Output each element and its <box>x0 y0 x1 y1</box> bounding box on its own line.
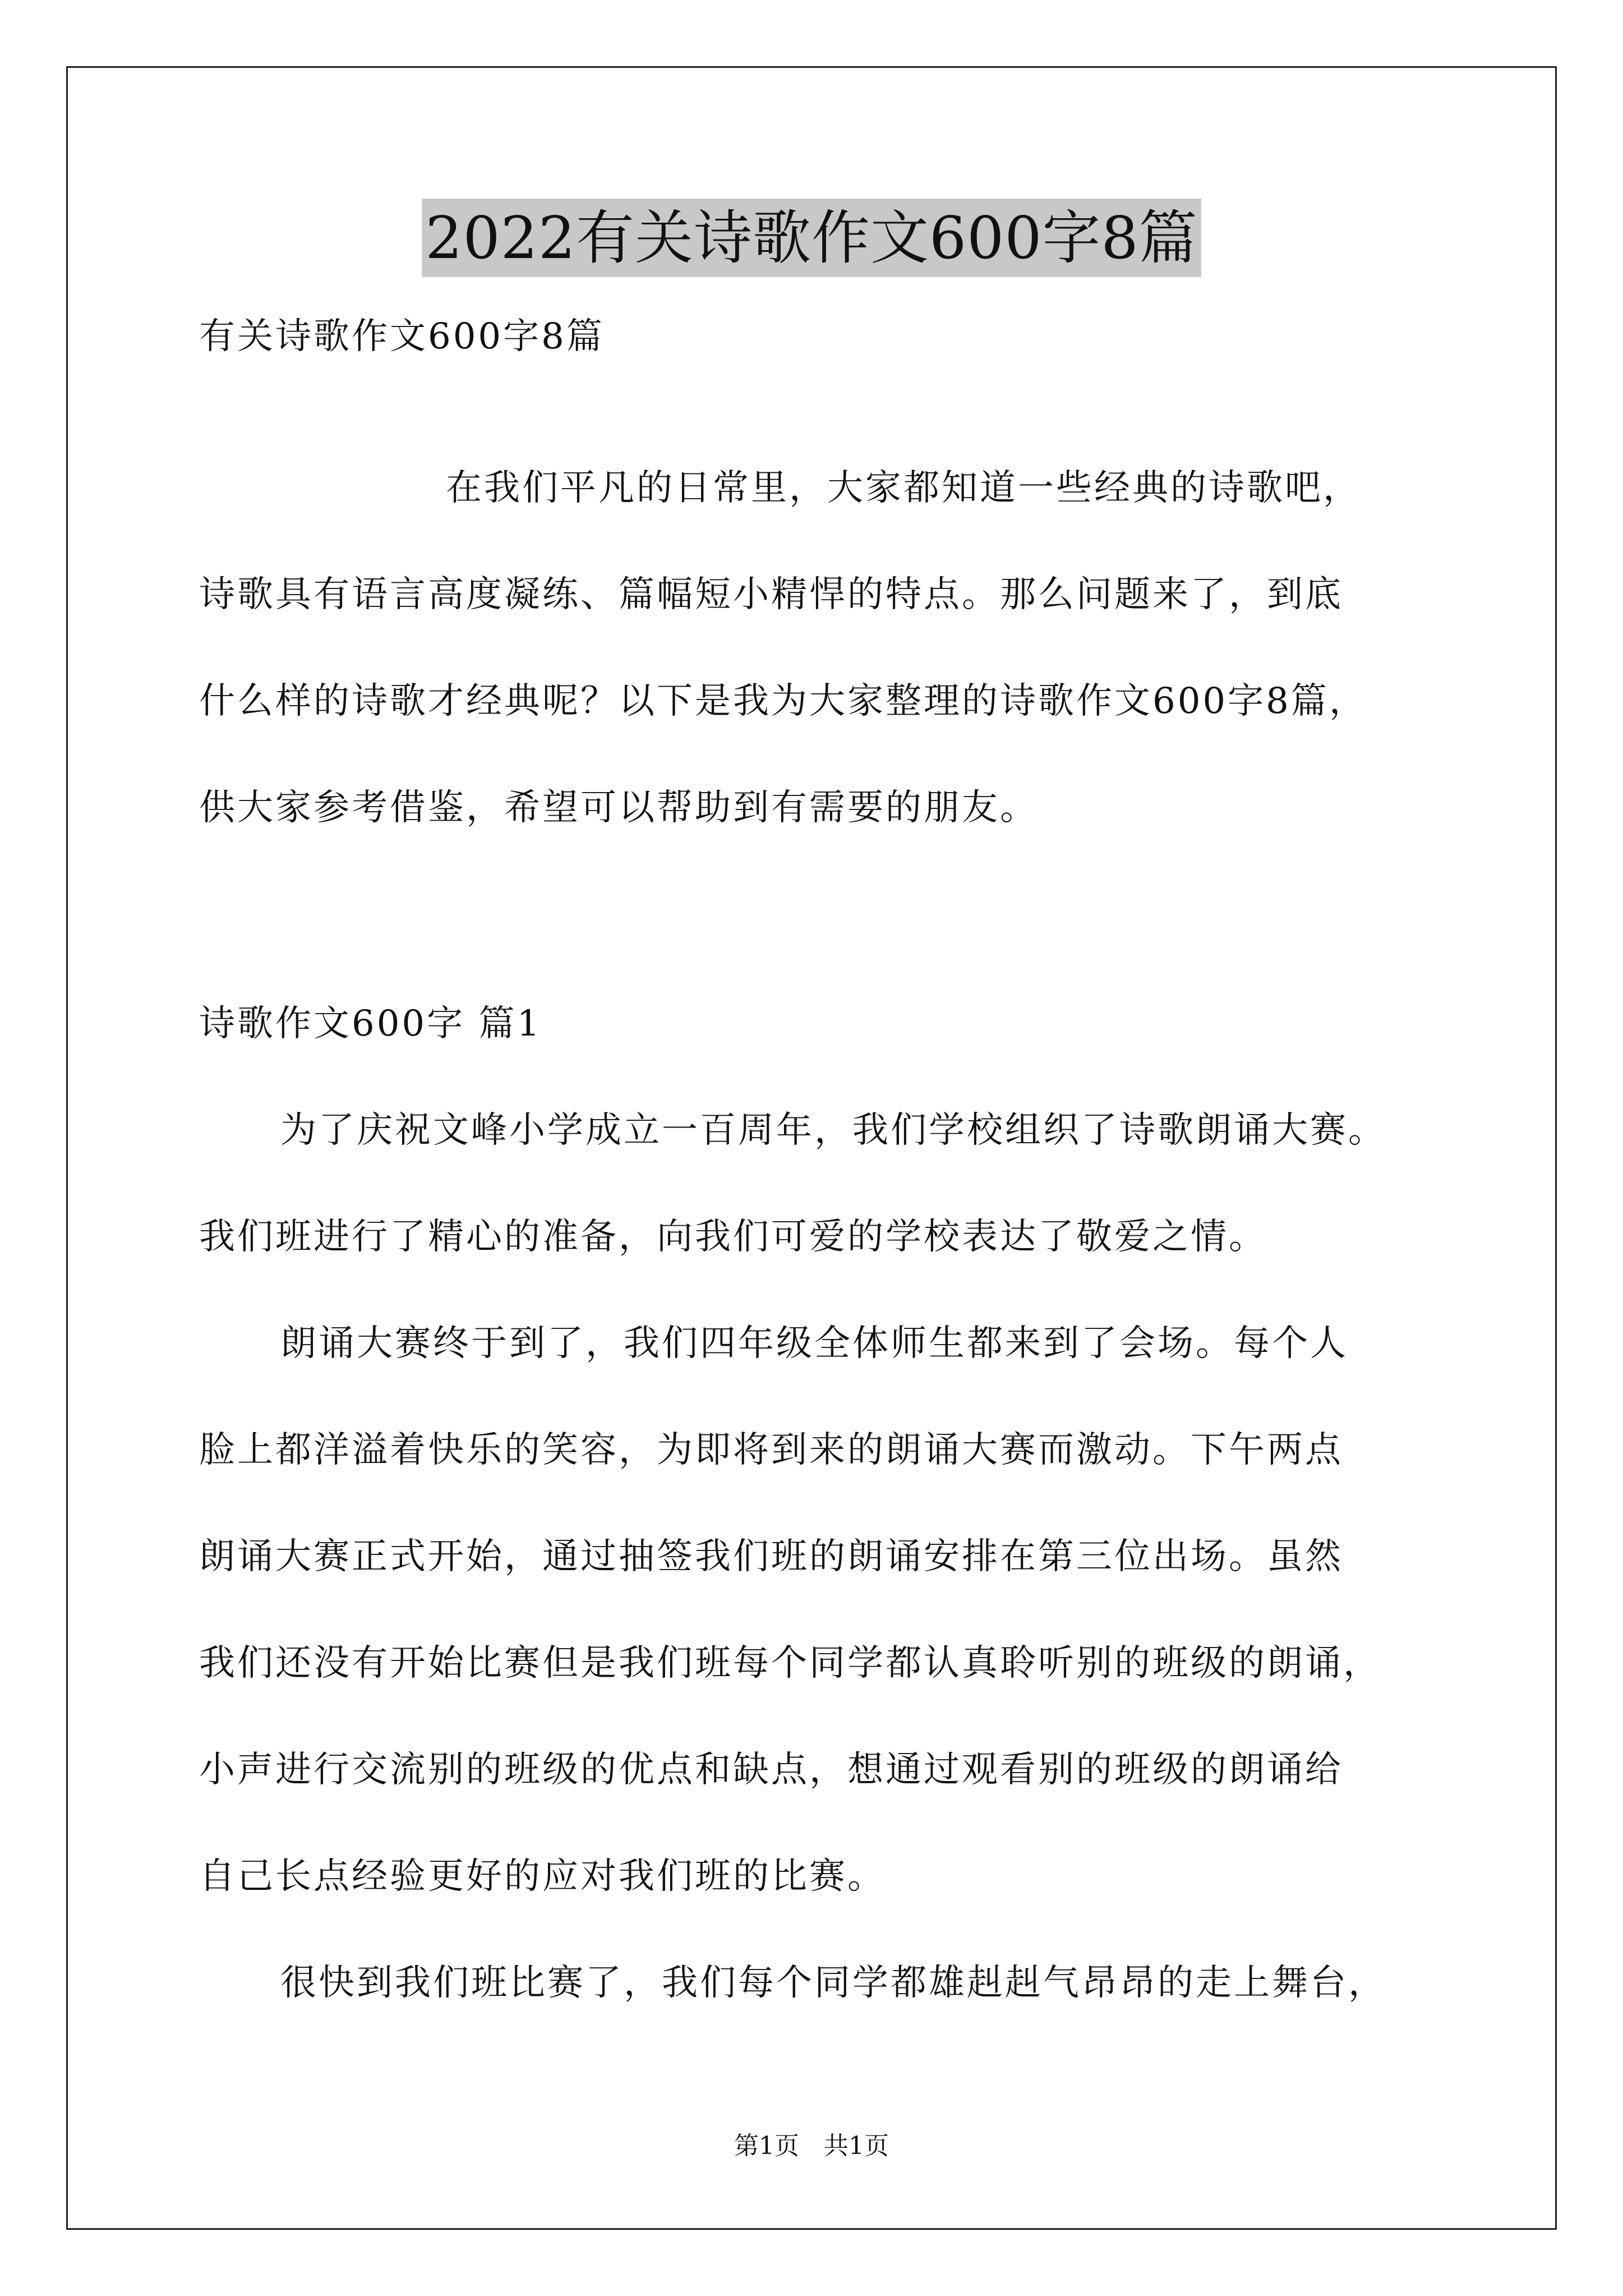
body-line: 我们还没有开始比赛但是我们班每个同学都认真聆听别的班级的朗诵， <box>199 1642 1381 1684</box>
page-footer: 第1页 共1页 <box>734 2132 889 2160</box>
body-line: 朗诵大赛正式开始，通过抽签我们班的朗诵安排在第三位出场。虽然 <box>199 1536 1343 1577</box>
body-line: 为了庆祝文峰小学成立一百周年，我们学校组织了诗歌朗诵大赛。 <box>280 1110 1386 1151</box>
document-title: 2022有关诗歌作文600字8篇 <box>422 199 1201 277</box>
body-line: 小声进行交流别的班级的优点和缺点，想通过观看别的班级的朗诵给 <box>199 1749 1343 1791</box>
intro-line: 供大家参考借鉴，希望可以帮助到有需要的朋友。 <box>199 787 1038 829</box>
intro-line: 在我们平凡的日常里，大家都知道一些经典的诗歌吧， <box>446 467 1361 509</box>
intro-line: 什么样的诗歌才经典呢？以下是我为大家整理的诗歌作文600字8篇， <box>199 680 1367 722</box>
body-line: 朗诵大赛终于到了，我们四年级全体师生都来到了会场。每个人 <box>280 1323 1348 1364</box>
section-heading: 诗歌作文600字 篇1 <box>199 1003 542 1045</box>
intro-line: 诗歌具有语言高度凝练、篇幅短小精悍的特点。那么问题来了，到底 <box>199 574 1343 615</box>
body-line: 很快到我们班比赛了，我们每个同学都雄赳赳气昂昂的走上舞台， <box>280 1962 1386 2004</box>
body-line: 我们班进行了精心的准备，向我们可爱的学校表达了敬爱之情。 <box>199 1216 1267 1258</box>
body-line: 脸上都洋溢着快乐的笑容，为即将到来的朗诵大赛而激动。下午两点 <box>199 1429 1343 1471</box>
body-line: 自己长点经验更好的应对我们班的比赛。 <box>199 1856 886 1897</box>
title-container <box>0 199 1623 277</box>
document-subtitle: 有关诗歌作文600字8篇 <box>199 316 605 357</box>
